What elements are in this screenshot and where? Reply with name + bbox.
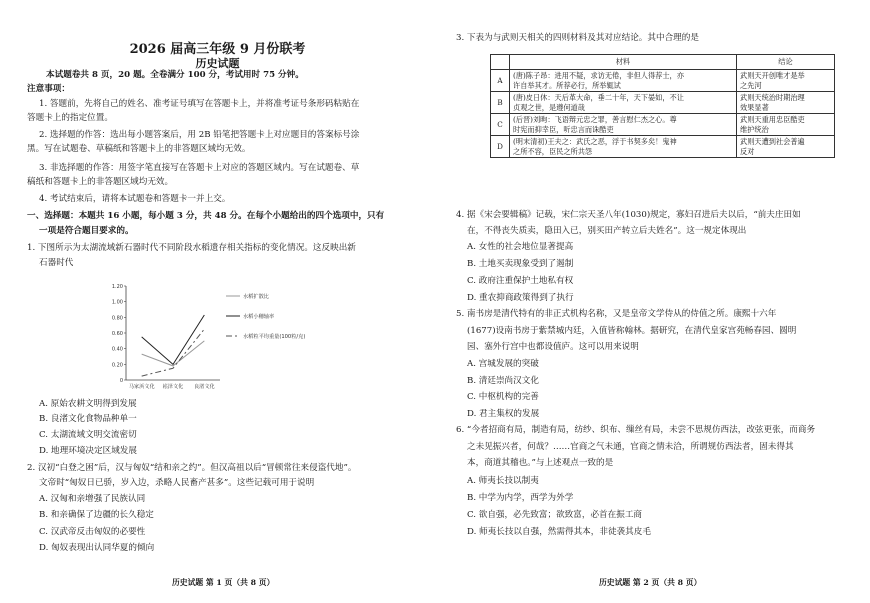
y-tick-label: 0.80 [111,315,123,322]
section-heading: 一、选择题：本题共 16 小题，每小题 3 分，共 48 分。在每个小题给出的四个选项中，只有 [27,211,385,221]
note-line: 稿纸和答题卡上的非答题区域均无效。 [27,177,174,187]
option-q4-a[interactable]: A. 女性的社会地位显著提高 [467,242,574,252]
row-material: (明末清初)王夫之：武氏之恶，浮于书契多矣！鬼神 之所不容，臣民之所共怨 [510,136,737,158]
question-5-stem: 5. 南书房是清代特有的非正式机构名称，又是皇帝文学侍从的侍值之所。康熙十六年 [456,309,777,319]
option-q6-b[interactable]: B. 中学为内学，西学为外学 [467,493,574,503]
question-6-stem-cont: 本，商道其稽也。”与上述观点一致的是 [467,458,614,468]
row-conclusion: 武则天重用忠臣酷吏 维护统治 [737,114,835,136]
option-q2-c[interactable]: C. 汉武帝反击匈奴的必要性 [39,527,146,537]
table-row[interactable] [491,92,835,114]
option-q5-b[interactable]: B. 清廷崇尚汉文化 [467,376,539,386]
question-3-stem: 3. 下表为与武则天相关的四则材料及其对应结论。其中合理的是 [456,33,699,43]
exam-info: 本试题卷共 8 页，20 题。全卷满分 100 分，考试用时 75 分钟。 [46,70,304,80]
question-1-stem-cont: 石器时代 [39,258,74,268]
notes-heading: 注意事项： [27,84,70,94]
table-header-blank [491,55,510,70]
question-4-stem: 4. 据《宋会要辑稿》记载，宋仁宗天圣八年(1030)规定，寡妇召进后夫以后，“前夫庄田如 [456,210,801,220]
note-line: 4. 考试结束后，请将本试题卷和答题卡一并上交。 [39,194,231,204]
table-row[interactable] [491,70,835,92]
option-q4-d[interactable]: D. 重农抑商政策得到了执行 [467,293,574,303]
legend-label: 水稻粒平均重量(100粒/克) [243,334,306,340]
question-2-stem: 2. 汉初“白登之困”后，汉与匈奴“结和亲之约”。但汉高祖以后“冒顿常往来侵盗代地”。 [27,463,357,473]
option-q2-a[interactable]: A. 汉匈和亲增强了民族认同 [39,494,146,504]
y-tick-label: 1.20 [111,284,123,290]
row-material: (后晋)刘昫：飞语辩元忠之罪，善言慰仁杰之心。尊 时宪而抑幸臣，听忠言而诛酷吏 [510,114,737,136]
page-footer: 历史试题 第 1 页（共 8 页） [172,578,275,587]
question-1-stem: 1. 下图所示为太湖流域新石器时代不同阶段水稻遗存相关指标的变化情况。这反映出新 [27,243,356,253]
row-material: (唐)皮日休：天后革大命，垂二十年，天下晏如，不让 贞观之世，是遵何道哉 [510,92,737,114]
option-q6-c[interactable]: C. 欲自强，必先致富；欲致富，必首在振工商 [467,510,643,520]
y-tick-label: 0.60 [111,331,123,337]
question-5-stem-cont: (1677)设南书房于紫禁城内廷，入值皆称翰林。据研究，在清代皇家宫苑畅春园、圆明 [467,326,797,336]
note-line: 答题卡上的指定位置。 [27,113,113,123]
y-tick-label: 0 [119,378,123,384]
subject-title: 历史试题 [195,57,240,70]
row-label: D [491,136,510,158]
option-q2-d[interactable]: D. 匈奴表现出认同华夏的倾向 [39,543,155,553]
row-label: A [491,70,510,92]
rice-remains-line-chart [100,282,340,392]
table-header-conclusion: 结论 [737,55,835,70]
option-q4-b[interactable]: B. 土地买卖现象受到了遏制 [467,259,574,269]
row-conclusion: 武则天统治时期治理 效果显著 [737,92,835,114]
option-q2-b[interactable]: B. 和亲确保了边疆的长久稳定 [39,510,154,520]
question-6-stem-cont: 之未见振兴者，何哉？……官商之气未通，官商之情未洽，所谓规仿西法者，固未得其 [467,442,794,452]
row-conclusion: 武则天遭到社会普遍 反对 [737,136,835,158]
row-label: C [491,114,510,136]
option-q4-c[interactable]: C. 政府注重保护土地私有权 [467,276,574,286]
legend-label: 水稻扩散比 [243,294,269,300]
y-tick-label: 1.00 [111,299,123,306]
series-line [142,329,205,376]
exam-title: 2026 届高三年级 9 月份联考 [129,42,306,57]
option-q1-c[interactable]: C. 太湖流域文明交流密切 [39,430,137,440]
question-2-stem-cont: 文帝时“匈奴日已骄，岁入边，杀略人民畜产甚多”。这些记载可用于说明 [39,478,315,488]
section-heading-cont: 一项是符合题目要求的。 [39,226,134,236]
legend-label: 水稻小穗轴率 [243,314,275,320]
question-4-stem-cont: 在，不得丧失质卖，隐田入已，别买田产转立后夫姓名”。这一规定体现出 [467,226,747,236]
row-label: B [491,92,510,114]
option-q6-a[interactable]: A. 师夷长技以制夷 [467,476,539,486]
note-line: 1. 答题前，先将自己的姓名、准考证号填写在答题卡上，并将准考证号条形码粘贴在 [39,99,360,109]
note-line: 3. 非选择题的作答：用签字笔直接写在答题卡上对应的答题区域内。写在试题卷、草 [39,163,360,173]
option-q5-c[interactable]: C. 中枢机构的完善 [467,392,539,402]
material-conclusion-table [490,54,835,158]
page-footer: 历史试题 第 2 页（共 8 页） [599,578,702,587]
option-q6-d[interactable]: D. 师夷长技以自强，然需得其本，非徒袭其皮毛 [467,527,651,537]
option-q1-b[interactable]: B. 良渚文化食物品种单一 [39,414,137,424]
note-line: 黑。写在试题卷、草稿纸和答题卡上的非答题区域均无效。 [27,144,251,154]
question-5-stem-cont: 园、塞外行宫中也都设值庐。这可以用来说明 [467,342,639,352]
x-tick-label: 良渚文化 [193,384,215,390]
table-row[interactable] [491,114,835,136]
x-tick-label: 崧泽文化 [162,384,184,390]
x-tick-label: 马家浜文化 [128,384,155,390]
table-header-row [491,55,835,70]
option-q1-d[interactable]: D. 地理环境决定区域发展 [39,446,137,456]
option-q5-a[interactable]: A. 宫城发展的突破 [467,359,539,369]
y-tick-label: 0.20 [111,362,123,369]
row-conclusion: 武则天开创唯才是举 之先河 [737,70,835,92]
option-q5-d[interactable]: D. 君主集权的发展 [467,409,540,419]
option-q1-a[interactable]: A. 原始农耕文明得到发展 [39,399,137,409]
series-line [142,315,205,364]
question-6-stem: 6. “今者招商有局，制造有局，纺纱、织布、缫丝有局，未尝不思规仿西法，改弦更张，而商务 [456,425,816,435]
row-material: (唐)陈子昂：进用不疑，求访无倦，非但人得荐士，亦 许自举其才。所荐必行，所举辄试 [510,70,737,92]
y-tick-label: 0.40 [111,346,123,353]
table-header-material: 材料 [510,55,737,70]
note-line: 2. 选择题的作答：选出每小题答案后，用 2B 铅笔把答题卡上对应题目的答案标号涂 [39,130,360,140]
table-row[interactable] [491,136,835,158]
